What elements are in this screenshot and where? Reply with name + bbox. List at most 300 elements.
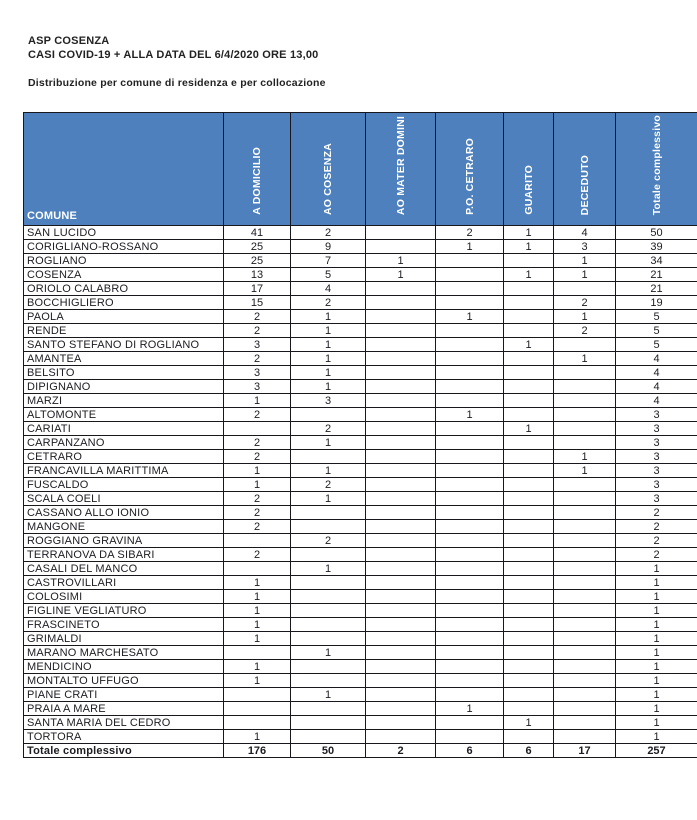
comune-cell: FRASCINETO xyxy=(24,618,224,632)
table-row xyxy=(24,674,697,688)
value-cell xyxy=(504,590,554,604)
table-row xyxy=(24,254,697,268)
value-cell: 2 xyxy=(616,548,697,562)
value-cell xyxy=(554,492,616,506)
value-cell xyxy=(504,604,554,618)
table-row xyxy=(24,464,697,478)
value-cell xyxy=(504,534,554,548)
table-row xyxy=(24,534,697,548)
value-cell: 1 xyxy=(504,422,554,436)
value-cell xyxy=(291,716,366,730)
value-cell: 39 xyxy=(616,240,697,254)
value-cell: 176 xyxy=(224,744,291,758)
comune-cell: TERRANOVA DA SIBARI xyxy=(24,548,224,562)
value-cell: 1 xyxy=(224,394,291,408)
value-cell: 1 xyxy=(291,338,366,352)
value-cell: 1 xyxy=(616,618,697,632)
table-row xyxy=(24,408,697,422)
value-cell xyxy=(366,604,436,618)
comune-cell: MONTALTO UFFUGO xyxy=(24,674,224,688)
comune-cell: CASSANO ALLO IONIO xyxy=(24,506,224,520)
comune-cell: CORIGLIANO-ROSSANO xyxy=(24,240,224,254)
comune-cell: RENDE xyxy=(24,324,224,338)
value-cell: 2 xyxy=(616,520,697,534)
value-cell xyxy=(366,366,436,380)
comune-cell: BELSITO xyxy=(24,366,224,380)
value-cell: 41 xyxy=(224,226,291,240)
comune-cell: CARIATI xyxy=(24,422,224,436)
value-cell: 5 xyxy=(616,310,697,324)
table-row xyxy=(24,590,697,604)
value-cell xyxy=(436,282,504,296)
value-cell xyxy=(436,520,504,534)
value-cell xyxy=(366,492,436,506)
value-cell: 4 xyxy=(616,366,697,380)
table-row xyxy=(24,282,697,296)
value-cell xyxy=(554,534,616,548)
value-cell xyxy=(224,562,291,576)
table-header xyxy=(24,113,697,226)
value-cell xyxy=(504,562,554,576)
value-cell: 34 xyxy=(616,254,697,268)
table-row xyxy=(24,394,697,408)
table-row xyxy=(24,548,697,562)
comune-cell: PIANE CRATI xyxy=(24,688,224,702)
value-cell xyxy=(436,436,504,450)
value-cell: 1 xyxy=(554,450,616,464)
value-cell: 1 xyxy=(504,268,554,282)
value-cell: 2 xyxy=(554,296,616,310)
value-cell xyxy=(291,506,366,520)
value-cell: 5 xyxy=(291,268,366,282)
column-header-label: AO MATER DOMINI xyxy=(394,115,407,215)
table-row xyxy=(24,632,697,646)
value-cell xyxy=(366,450,436,464)
value-cell: 25 xyxy=(224,254,291,268)
value-cell xyxy=(554,702,616,716)
value-cell: 3 xyxy=(224,338,291,352)
value-cell: 6 xyxy=(504,744,554,758)
value-cell xyxy=(366,562,436,576)
value-cell xyxy=(554,660,616,674)
value-cell: 1 xyxy=(224,618,291,632)
value-cell: 1 xyxy=(291,464,366,478)
table-footer xyxy=(24,744,697,758)
value-cell xyxy=(291,576,366,590)
value-cell: 6 xyxy=(436,744,504,758)
value-cell: 257 xyxy=(616,744,697,758)
value-cell: 1 xyxy=(224,730,291,744)
covid-cases-table xyxy=(23,112,697,758)
value-cell xyxy=(436,716,504,730)
value-cell xyxy=(436,590,504,604)
value-cell: 1 xyxy=(224,576,291,590)
comune-cell: MENDICINO xyxy=(24,660,224,674)
value-cell xyxy=(436,352,504,366)
total-row xyxy=(24,744,697,758)
comune-cell: BOCCHIGLIERO xyxy=(24,296,224,310)
value-cell: 1 xyxy=(616,702,697,716)
value-cell xyxy=(436,296,504,310)
value-cell xyxy=(366,422,436,436)
table-row xyxy=(24,436,697,450)
value-cell: 13 xyxy=(224,268,291,282)
table-row xyxy=(24,646,697,660)
value-cell xyxy=(366,716,436,730)
value-cell: 3 xyxy=(616,450,697,464)
comune-cell: AMANTEA xyxy=(24,352,224,366)
value-cell: 17 xyxy=(224,282,291,296)
value-cell: 4 xyxy=(616,394,697,408)
value-cell: 2 xyxy=(224,310,291,324)
value-cell xyxy=(504,408,554,422)
value-cell xyxy=(504,576,554,590)
table-row xyxy=(24,716,697,730)
value-cell: 21 xyxy=(616,282,697,296)
comune-cell: SAN LUCIDO xyxy=(24,226,224,240)
document-header xyxy=(28,34,326,89)
value-cell xyxy=(554,576,616,590)
value-cell xyxy=(224,646,291,660)
value-cell: 2 xyxy=(616,534,697,548)
value-cell: 4 xyxy=(554,226,616,240)
value-cell xyxy=(366,548,436,562)
value-cell: 1 xyxy=(224,590,291,604)
value-cell xyxy=(366,730,436,744)
comune-cell: SANTA MARIA DEL CEDRO xyxy=(24,716,224,730)
value-cell: 2 xyxy=(224,408,291,422)
value-cell xyxy=(504,674,554,688)
value-cell xyxy=(436,730,504,744)
value-cell xyxy=(436,632,504,646)
value-cell xyxy=(224,534,291,548)
value-cell: 4 xyxy=(616,352,697,366)
value-cell: 2 xyxy=(224,520,291,534)
value-cell: 1 xyxy=(554,268,616,282)
value-cell: 2 xyxy=(224,324,291,338)
value-cell xyxy=(554,646,616,660)
value-cell: 1 xyxy=(224,632,291,646)
value-cell: 1 xyxy=(504,716,554,730)
table-row xyxy=(24,310,697,324)
value-cell: 2 xyxy=(224,352,291,366)
value-cell xyxy=(504,282,554,296)
value-cell xyxy=(291,408,366,422)
value-cell: 2 xyxy=(616,506,697,520)
comune-cell: MARZI xyxy=(24,394,224,408)
column-header-label: GUARITO xyxy=(522,165,535,215)
value-cell xyxy=(224,688,291,702)
value-cell xyxy=(504,310,554,324)
value-cell xyxy=(554,604,616,618)
value-cell: 1 xyxy=(224,674,291,688)
value-cell xyxy=(554,394,616,408)
table-row xyxy=(24,296,697,310)
value-cell xyxy=(366,702,436,716)
value-cell xyxy=(366,660,436,674)
value-cell: 1 xyxy=(291,688,366,702)
value-cell: 3 xyxy=(291,394,366,408)
table-row xyxy=(24,492,697,506)
value-cell xyxy=(436,618,504,632)
value-cell xyxy=(436,464,504,478)
value-cell xyxy=(436,366,504,380)
column-header-ao-cosenza xyxy=(291,113,366,226)
value-cell: 2 xyxy=(224,436,291,450)
table-row xyxy=(24,422,697,436)
value-cell: 4 xyxy=(291,282,366,296)
value-cell: 1 xyxy=(436,310,504,324)
value-cell xyxy=(554,436,616,450)
value-cell xyxy=(554,520,616,534)
table-row xyxy=(24,366,697,380)
value-cell xyxy=(224,422,291,436)
value-cell xyxy=(366,310,436,324)
report-subtitle: Distribuzione per comune di residenza e per collocazione xyxy=(28,77,326,89)
value-cell: 1 xyxy=(616,716,697,730)
value-cell: 1 xyxy=(616,604,697,618)
report-title: CASI COVID-19 + ALLA DATA DEL 6/4/2020 ORE 13,00 xyxy=(28,49,319,61)
value-cell: 1 xyxy=(291,380,366,394)
value-cell xyxy=(366,436,436,450)
value-cell xyxy=(291,632,366,646)
value-cell xyxy=(554,408,616,422)
table-row xyxy=(24,338,697,352)
value-cell: 50 xyxy=(616,226,697,240)
value-cell xyxy=(366,394,436,408)
value-cell xyxy=(436,660,504,674)
comune-cell: ALTOMONTE xyxy=(24,408,224,422)
value-cell xyxy=(436,450,504,464)
column-header-a-domicilio xyxy=(224,113,291,226)
column-header-label: DECEDUTO xyxy=(578,154,591,215)
value-cell xyxy=(504,492,554,506)
value-cell xyxy=(436,646,504,660)
value-cell: 25 xyxy=(224,240,291,254)
value-cell xyxy=(366,352,436,366)
value-cell xyxy=(504,394,554,408)
comune-cell: COSENZA xyxy=(24,268,224,282)
comune-cell: GRIMALDI xyxy=(24,632,224,646)
value-cell xyxy=(291,674,366,688)
value-cell: 4 xyxy=(616,380,697,394)
value-cell xyxy=(436,492,504,506)
value-cell: 1 xyxy=(291,352,366,366)
value-cell: 1 xyxy=(504,226,554,240)
value-cell xyxy=(291,660,366,674)
value-cell xyxy=(554,282,616,296)
value-cell xyxy=(554,562,616,576)
value-cell: 3 xyxy=(616,464,697,478)
value-cell xyxy=(366,646,436,660)
value-cell xyxy=(504,478,554,492)
value-cell xyxy=(504,730,554,744)
value-cell: 2 xyxy=(291,226,366,240)
value-cell xyxy=(366,674,436,688)
table-row xyxy=(24,506,697,520)
table-row xyxy=(24,226,697,240)
value-cell xyxy=(504,660,554,674)
value-cell xyxy=(504,632,554,646)
value-cell: 2 xyxy=(224,450,291,464)
table-row xyxy=(24,702,697,716)
column-header-deceduto xyxy=(554,113,616,226)
value-cell xyxy=(366,338,436,352)
value-cell xyxy=(224,716,291,730)
value-cell: 1 xyxy=(224,478,291,492)
value-cell: 17 xyxy=(554,744,616,758)
value-cell xyxy=(554,506,616,520)
value-cell: 1 xyxy=(436,702,504,716)
value-cell xyxy=(554,730,616,744)
table-row xyxy=(24,240,697,254)
value-cell xyxy=(436,576,504,590)
value-cell xyxy=(436,674,504,688)
value-cell: 3 xyxy=(616,478,697,492)
value-cell xyxy=(504,296,554,310)
column-header-guarito xyxy=(504,113,554,226)
table-row xyxy=(24,576,697,590)
table-row xyxy=(24,450,697,464)
value-cell xyxy=(291,604,366,618)
comune-cell: FRANCAVILLA MARITTIMA xyxy=(24,464,224,478)
value-cell xyxy=(436,268,504,282)
value-cell: 1 xyxy=(366,268,436,282)
table-row xyxy=(24,268,697,282)
table-row xyxy=(24,660,697,674)
comune-cell: MARANO MARCHESATO xyxy=(24,646,224,660)
value-cell xyxy=(366,296,436,310)
value-cell: 2 xyxy=(436,226,504,240)
value-cell xyxy=(436,478,504,492)
value-cell: 1 xyxy=(554,310,616,324)
comune-cell: DIPIGNANO xyxy=(24,380,224,394)
value-cell: 7 xyxy=(291,254,366,268)
table-row xyxy=(24,730,697,744)
comune-cell: SCALA COELI xyxy=(24,492,224,506)
value-cell xyxy=(436,688,504,702)
value-cell: 3 xyxy=(224,380,291,394)
value-cell xyxy=(366,520,436,534)
value-cell xyxy=(366,632,436,646)
value-cell xyxy=(366,576,436,590)
comune-cell: ROGLIANO xyxy=(24,254,224,268)
value-cell xyxy=(504,688,554,702)
value-cell: 1 xyxy=(291,324,366,338)
value-cell xyxy=(366,618,436,632)
comune-cell: TORTORA xyxy=(24,730,224,744)
comune-cell: CASALI DEL MANCO xyxy=(24,562,224,576)
value-cell xyxy=(366,590,436,604)
value-cell xyxy=(436,548,504,562)
value-cell: 1 xyxy=(504,240,554,254)
value-cell xyxy=(366,534,436,548)
comune-cell: FIGLINE VEGLIATURO xyxy=(24,604,224,618)
value-cell: 2 xyxy=(224,506,291,520)
column-header-label: A DOMICILIO xyxy=(251,147,263,215)
value-cell xyxy=(436,324,504,338)
column-header-label: Totale complessivo xyxy=(650,114,663,215)
column-header-ao-mater-domini xyxy=(366,113,436,226)
value-cell xyxy=(224,702,291,716)
value-cell: 1 xyxy=(554,352,616,366)
value-cell xyxy=(366,282,436,296)
value-cell: 1 xyxy=(616,688,697,702)
value-cell xyxy=(554,548,616,562)
value-cell: 1 xyxy=(554,464,616,478)
value-cell xyxy=(504,618,554,632)
value-cell xyxy=(436,534,504,548)
value-cell xyxy=(554,632,616,646)
comune-cell: SANTO STEFANO DI ROGLIANO xyxy=(24,338,224,352)
value-cell: 2 xyxy=(291,478,366,492)
value-cell xyxy=(291,548,366,562)
value-cell xyxy=(436,380,504,394)
value-cell xyxy=(504,520,554,534)
value-cell: 2 xyxy=(224,548,291,562)
value-cell: 1 xyxy=(554,254,616,268)
value-cell xyxy=(504,352,554,366)
value-cell xyxy=(554,688,616,702)
value-cell xyxy=(504,436,554,450)
value-cell: 3 xyxy=(616,408,697,422)
value-cell xyxy=(366,688,436,702)
value-cell: 2 xyxy=(291,534,366,548)
column-header-label: P.O. CETRARO xyxy=(463,138,476,215)
value-cell: 2 xyxy=(291,422,366,436)
value-cell: 1 xyxy=(224,464,291,478)
value-cell: 1 xyxy=(616,562,697,576)
value-cell: 1 xyxy=(616,576,697,590)
value-cell: 2 xyxy=(224,492,291,506)
value-cell: 15 xyxy=(224,296,291,310)
value-cell xyxy=(554,618,616,632)
value-cell: 21 xyxy=(616,268,697,282)
value-cell: 5 xyxy=(616,324,697,338)
table-row xyxy=(24,380,697,394)
value-cell xyxy=(504,450,554,464)
value-cell: 1 xyxy=(291,492,366,506)
value-cell: 9 xyxy=(291,240,366,254)
value-cell: 1 xyxy=(436,240,504,254)
value-cell: 50 xyxy=(291,744,366,758)
value-cell xyxy=(436,394,504,408)
value-cell xyxy=(554,422,616,436)
value-cell xyxy=(291,730,366,744)
value-cell xyxy=(366,240,436,254)
comune-cell: MANGONE xyxy=(24,520,224,534)
value-cell xyxy=(436,422,504,436)
table-row xyxy=(24,478,697,492)
column-header-totale xyxy=(616,113,697,226)
value-cell xyxy=(554,366,616,380)
total-label-cell: Totale complessivo xyxy=(24,744,224,758)
value-cell: 1 xyxy=(616,660,697,674)
value-cell: 2 xyxy=(291,296,366,310)
value-cell: 3 xyxy=(616,422,697,436)
comune-cell: CARPANZANO xyxy=(24,436,224,450)
table-row xyxy=(24,324,697,338)
comune-cell: COLOSIMI xyxy=(24,590,224,604)
value-cell xyxy=(436,338,504,352)
value-cell: 5 xyxy=(616,338,697,352)
value-cell: 1 xyxy=(504,338,554,352)
value-cell xyxy=(366,324,436,338)
value-cell: 1 xyxy=(224,660,291,674)
table-row xyxy=(24,520,697,534)
column-header-label: AO COSENZA xyxy=(322,142,334,215)
value-cell: 1 xyxy=(616,646,697,660)
